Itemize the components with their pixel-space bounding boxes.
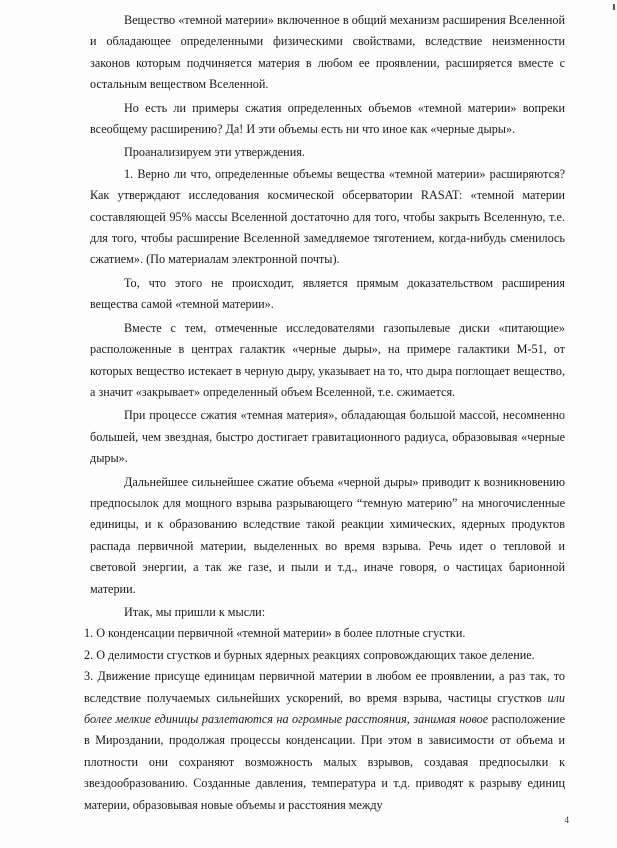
- list-item-3-italic: или более мелкие единицы разлетаются на огромные расстояния, занимая новое: [84, 690, 566, 726]
- list-item-1: 1. О конденсации первичной «темной материи» в более плотные сгустки.: [84, 626, 466, 641]
- paragraph-6: Вместе с тем, отмеченные исследователями газопылевые диски «питающие» расположенные в центрах галактик «черные дыры», на примере галактики М-51, от которых вещество истекает в черную дыру, указывает на то, что дыра поглощает вещество, а значит «закрывает» определенный объем Вселенной, т.е. сжимается.: [90, 320, 565, 399]
- page-number: 4: [564, 815, 569, 825]
- paragraph-7: При процессе сжатия «темная материя», обладающая большой массой, несомненно большей, чем звездная, быстро достигает гравитационного радиуса, образовывая «черные дыры».: [90, 408, 565, 466]
- paragraph-8: Дальнейшее сильнейшее сжатие объема «черной дыры» приводит к возникновению предпосылок для мощного взрыва разрывающего “темную материю” на многочисленные единицы, и к образованию вследствие такой реакции химических, ядерных продуктов распада первичной материи, выделенных во время взрыва. Речь идет о тепловой и световой энергии, а так же газе, и пыли и т.д., иначе говоря, о частицах барионной материи.: [90, 474, 565, 596]
- paragraph-9: Итак, мы пришли к мысли:: [124, 604, 266, 619]
- paragraph-3: Проанализируем эти утверждения.: [124, 145, 305, 160]
- paragraph-4: 1. Верно ли что, определенные объемы вещества «темной материи» расширяются? Как утверждают исследования космической обсерватории RASAT: «темной материи составляющей 95% массы Вселенной достаточно для того, чтобы закрыть Вселенную, т.е. для того, чтобы расширение Вселенной замедляемое тяготением, когда-нибудь сменилось сжатием». (По материалам электронной почты).: [90, 166, 565, 267]
- list-item-3: [84, 666, 565, 816]
- paragraph-2: Но есть ли примеры сжатия определенных объемов «темной материи» вопреки всеобщему расширению? Да! И эти объемы есть ни что иное как «черные дыры».: [90, 100, 565, 137]
- paragraph-5: То, что этого не происходит, является прямым доказательством расширения вещества самой «темной материи».: [90, 275, 565, 312]
- list-item-3-start: 3. Движение присуще единицам первичной материи в любом ее проявлении, а раз так, то вследствие получаемых сильнейших ускорений, во время взрыва, частицы сгустков: [84, 669, 565, 705]
- list-item-2: 2. О делимости сгустков и бурных ядерных реакциях сопровождающих такое деление.: [84, 647, 535, 662]
- scan-mark: [613, 4, 615, 10]
- paragraph-1: Вещество «темной материи» включенное в общий механизм расширения Вселенной и обладающее определенными физическими свойствами, вследствие неизменности законов которым подчиняется материя в любом ее проявлении, расширяется вместе с остальным веществом Вселенной.: [90, 13, 565, 92]
- list-item-3-end: расположение в Мироздании, продолжая процессы конденсации. При этом в зависимости от объема и плотности они сохраняют возможность малых взрывов, создавая предпосылки к звездообразованию. Созданные давления, температура и т.д. приводят к разрыву единиц материи, образовывая новые объемы и расстояния между: [84, 712, 565, 812]
